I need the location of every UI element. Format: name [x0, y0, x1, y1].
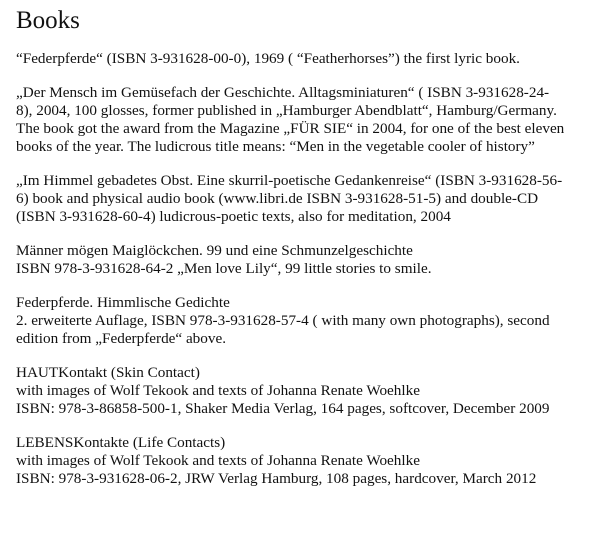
book-line: 2. erweiterte Auflage, ISBN 978-3-931628-57-4 ( with many own photographs), second [16, 312, 550, 329]
book-line: “Federpferde“ (ISBN 3-931628-00-0), 1969 ( “Featherhorses”) the first lyric book. [16, 50, 520, 67]
book-line: 6) book and physical audio book (www.libri.de ISBN 3-931628-51-5) and double-CD [16, 190, 539, 207]
book-line: „Der Mensch im Gemüsefach der Geschichte. Alltagsminiaturen“ ( ISBN 3-931628-24- [16, 84, 550, 101]
book-entry-maenner [16, 242, 584, 278]
book-entry-der-mensch [16, 84, 584, 156]
book-line: LEBENSKontakte (Life Contacts) [16, 434, 226, 451]
book-line: edition from „Federpferde“ above. [16, 330, 226, 347]
book-entry-federpferde-2 [16, 294, 584, 348]
book-line: Männer mögen Maiglöckchen. 99 und eine Schmunzelgeschichte [16, 242, 413, 259]
book-entry-im-himmel [16, 172, 584, 226]
book-line: Federpferde. Himmlische Gedichte [16, 294, 230, 311]
book-entry-lebenskontakte [16, 434, 584, 488]
book-line: ISBN: 978-3-86858-500-1, Shaker Media Verlag, 164 pages, softcover, December 2009 [16, 400, 550, 417]
book-entry-hautkontakt [16, 364, 584, 418]
book-line: The book got the award from the Magazine „FÜR SIE“ in 2004, for one of the best eleven [16, 120, 565, 137]
book-line: (ISBN 3-931628-60-4) ludicrous-poetic texts, also for meditation, 2004 [16, 208, 451, 225]
book-line: books of the year. The ludicrous title means: “Men in the vegetable cooler of history” [16, 138, 535, 155]
page-title: Books [16, 7, 80, 34]
book-line: „Im Himmel gebadetes Obst. Eine skurril-poetische Gedankenreise“ (ISBN 3-931628-56- [16, 172, 563, 189]
book-line: 8), 2004, 100 glosses, former published in „Hamburger Abendblatt“, Hamburg/Germany. [16, 102, 557, 119]
book-entry-federpferde [16, 50, 584, 68]
book-line: ISBN 978-3-931628-64-2 „Men love Lily“, 99 little stories to smile. [16, 260, 432, 277]
book-line: ISBN: 978-3-931628-06-2, JRW Verlag Hamburg, 108 pages, hardcover, March 2012 [16, 470, 537, 487]
book-line: with images of Wolf Tekook and texts of Johanna Renate Woehlke [16, 452, 420, 469]
book-line: with images of Wolf Tekook and texts of Johanna Renate Woehlke [16, 382, 420, 399]
book-line: HAUTKontakt (Skin Contact) [16, 364, 200, 381]
